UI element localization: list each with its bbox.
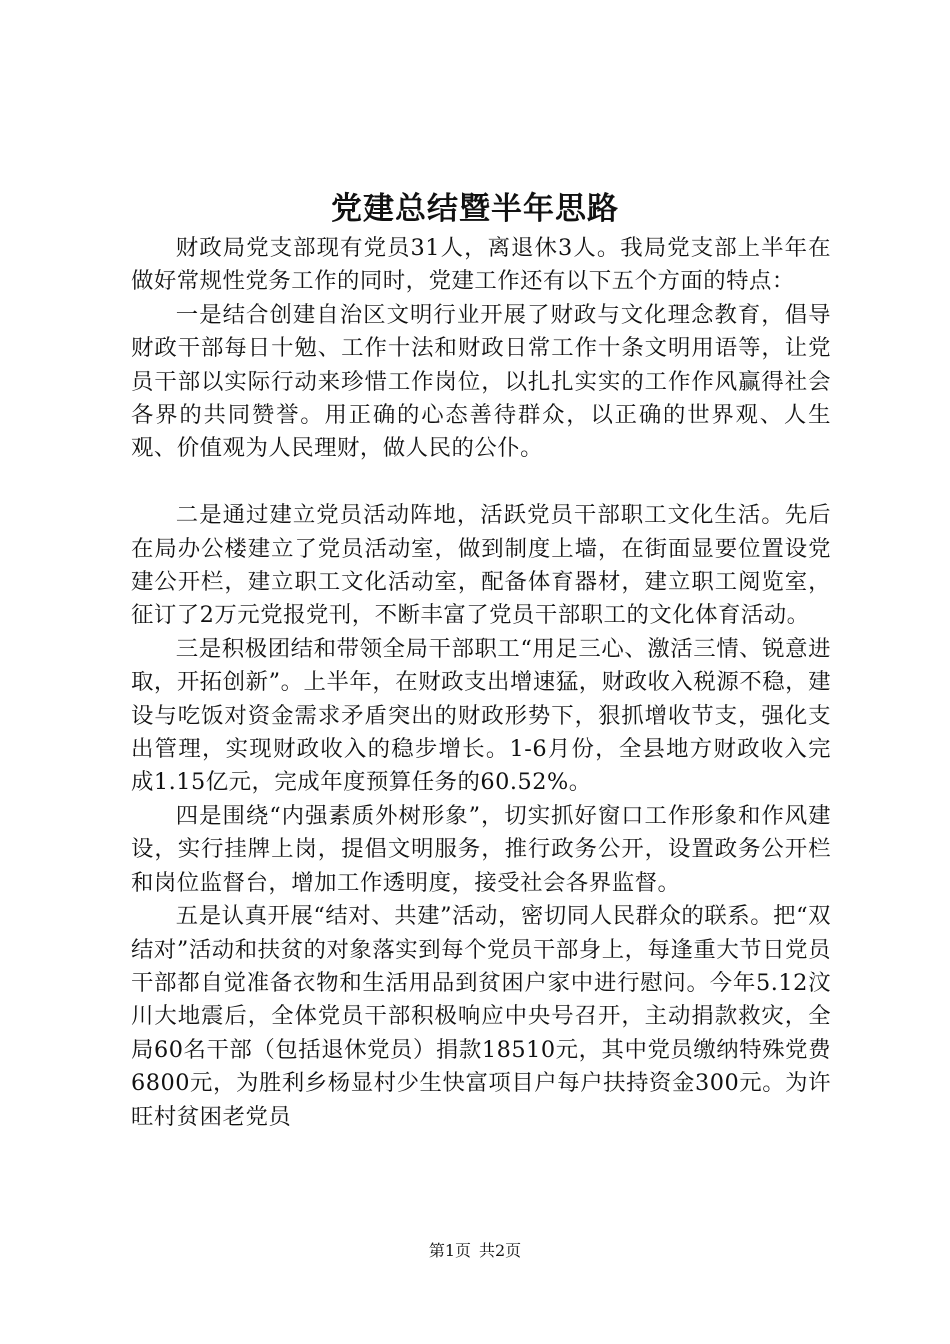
paragraph-spacer [131,466,831,499]
paragraph-point-four: 四是围绕“内强素质外树形象”，切实抓好窗口工作形象和作风建设，实行挂牌上岗，提倡文明服务，推行政务公开，设置政务公开栏和岗位监督台，增加工作透明度，接受社会各界监督。 [131,802,831,896]
page-number-current: 第1页 [428,1241,471,1260]
paragraph-intro: 财政局党支部现有党员31人，离退休3人。我局党支部上半年在做好常规性党务工作的同时，党建工作还有以下五个方面的特点： [131,235,831,295]
page-number-total: 共2页 [479,1241,522,1260]
document-title: 党建总结暨半年思路 [331,191,619,227]
paragraph-point-one: 一是结合创建自治区文明行业开展了财政与文化理念教育，倡导财政干部每日十勉、工作十法和财政日常工作十条文明用语等，让党员干部以实际行动来珍惜工作岗位，以扎扎实实的工作作风赢得社会各界的共同赞誉。用正确的心态善待群众，以正确的世界观、人生观、价值观为人民理财，做人民的公仆。 [131,301,831,462]
document-body [131,232,831,1134]
paragraph-point-three: 三是积极团结和带领全局干部职工“用足三心、激活三情、锐意进取，开拓创新”。上半年，在财政支出增速猛，财政收入税源不稳，建设与吃饭对资金需求矛盾突出的财政形势下，狠抓增收节支，强化支出管理，实现财政收入的稳步增长。1-6月份，全县地方财政收入完成1.15亿元，完成年度预算任务的60.52%。 [131,635,831,796]
page-footer [0,1240,950,1262]
paragraph-point-five: 五是认真开展“结对、共建”活动，密切同人民群众的联系。把“双结对”活动和扶贫的对象落实到每个党员干部身上，每逢重大节日党员干部都自觉准备衣物和生活用品到贫困户家中进行慰问。今年5.12汶川大地震后，全体党员干部积极响应中央号召开，主动捐款救灾，全局60名干部（包括退休党员）捐款18510元，其中党员缴纳特殊党费6800元，为胜利乡杨显村少生快富项目户每户扶持资金300元。为许旺村贫困老党员 [131,903,831,1130]
paragraph-point-two: 二是通过建立党员活动阵地，活跃党员干部职工文化生活。先后在局办公楼建立了党员活动室，做到制度上墙，在街面显要位置设党建公开栏，建立职工文化活动室，配备体育器材，建立职工阅览室，征订了2万元党报党刊，不断丰富了党员干部职工的文化体育活动。 [131,502,831,629]
